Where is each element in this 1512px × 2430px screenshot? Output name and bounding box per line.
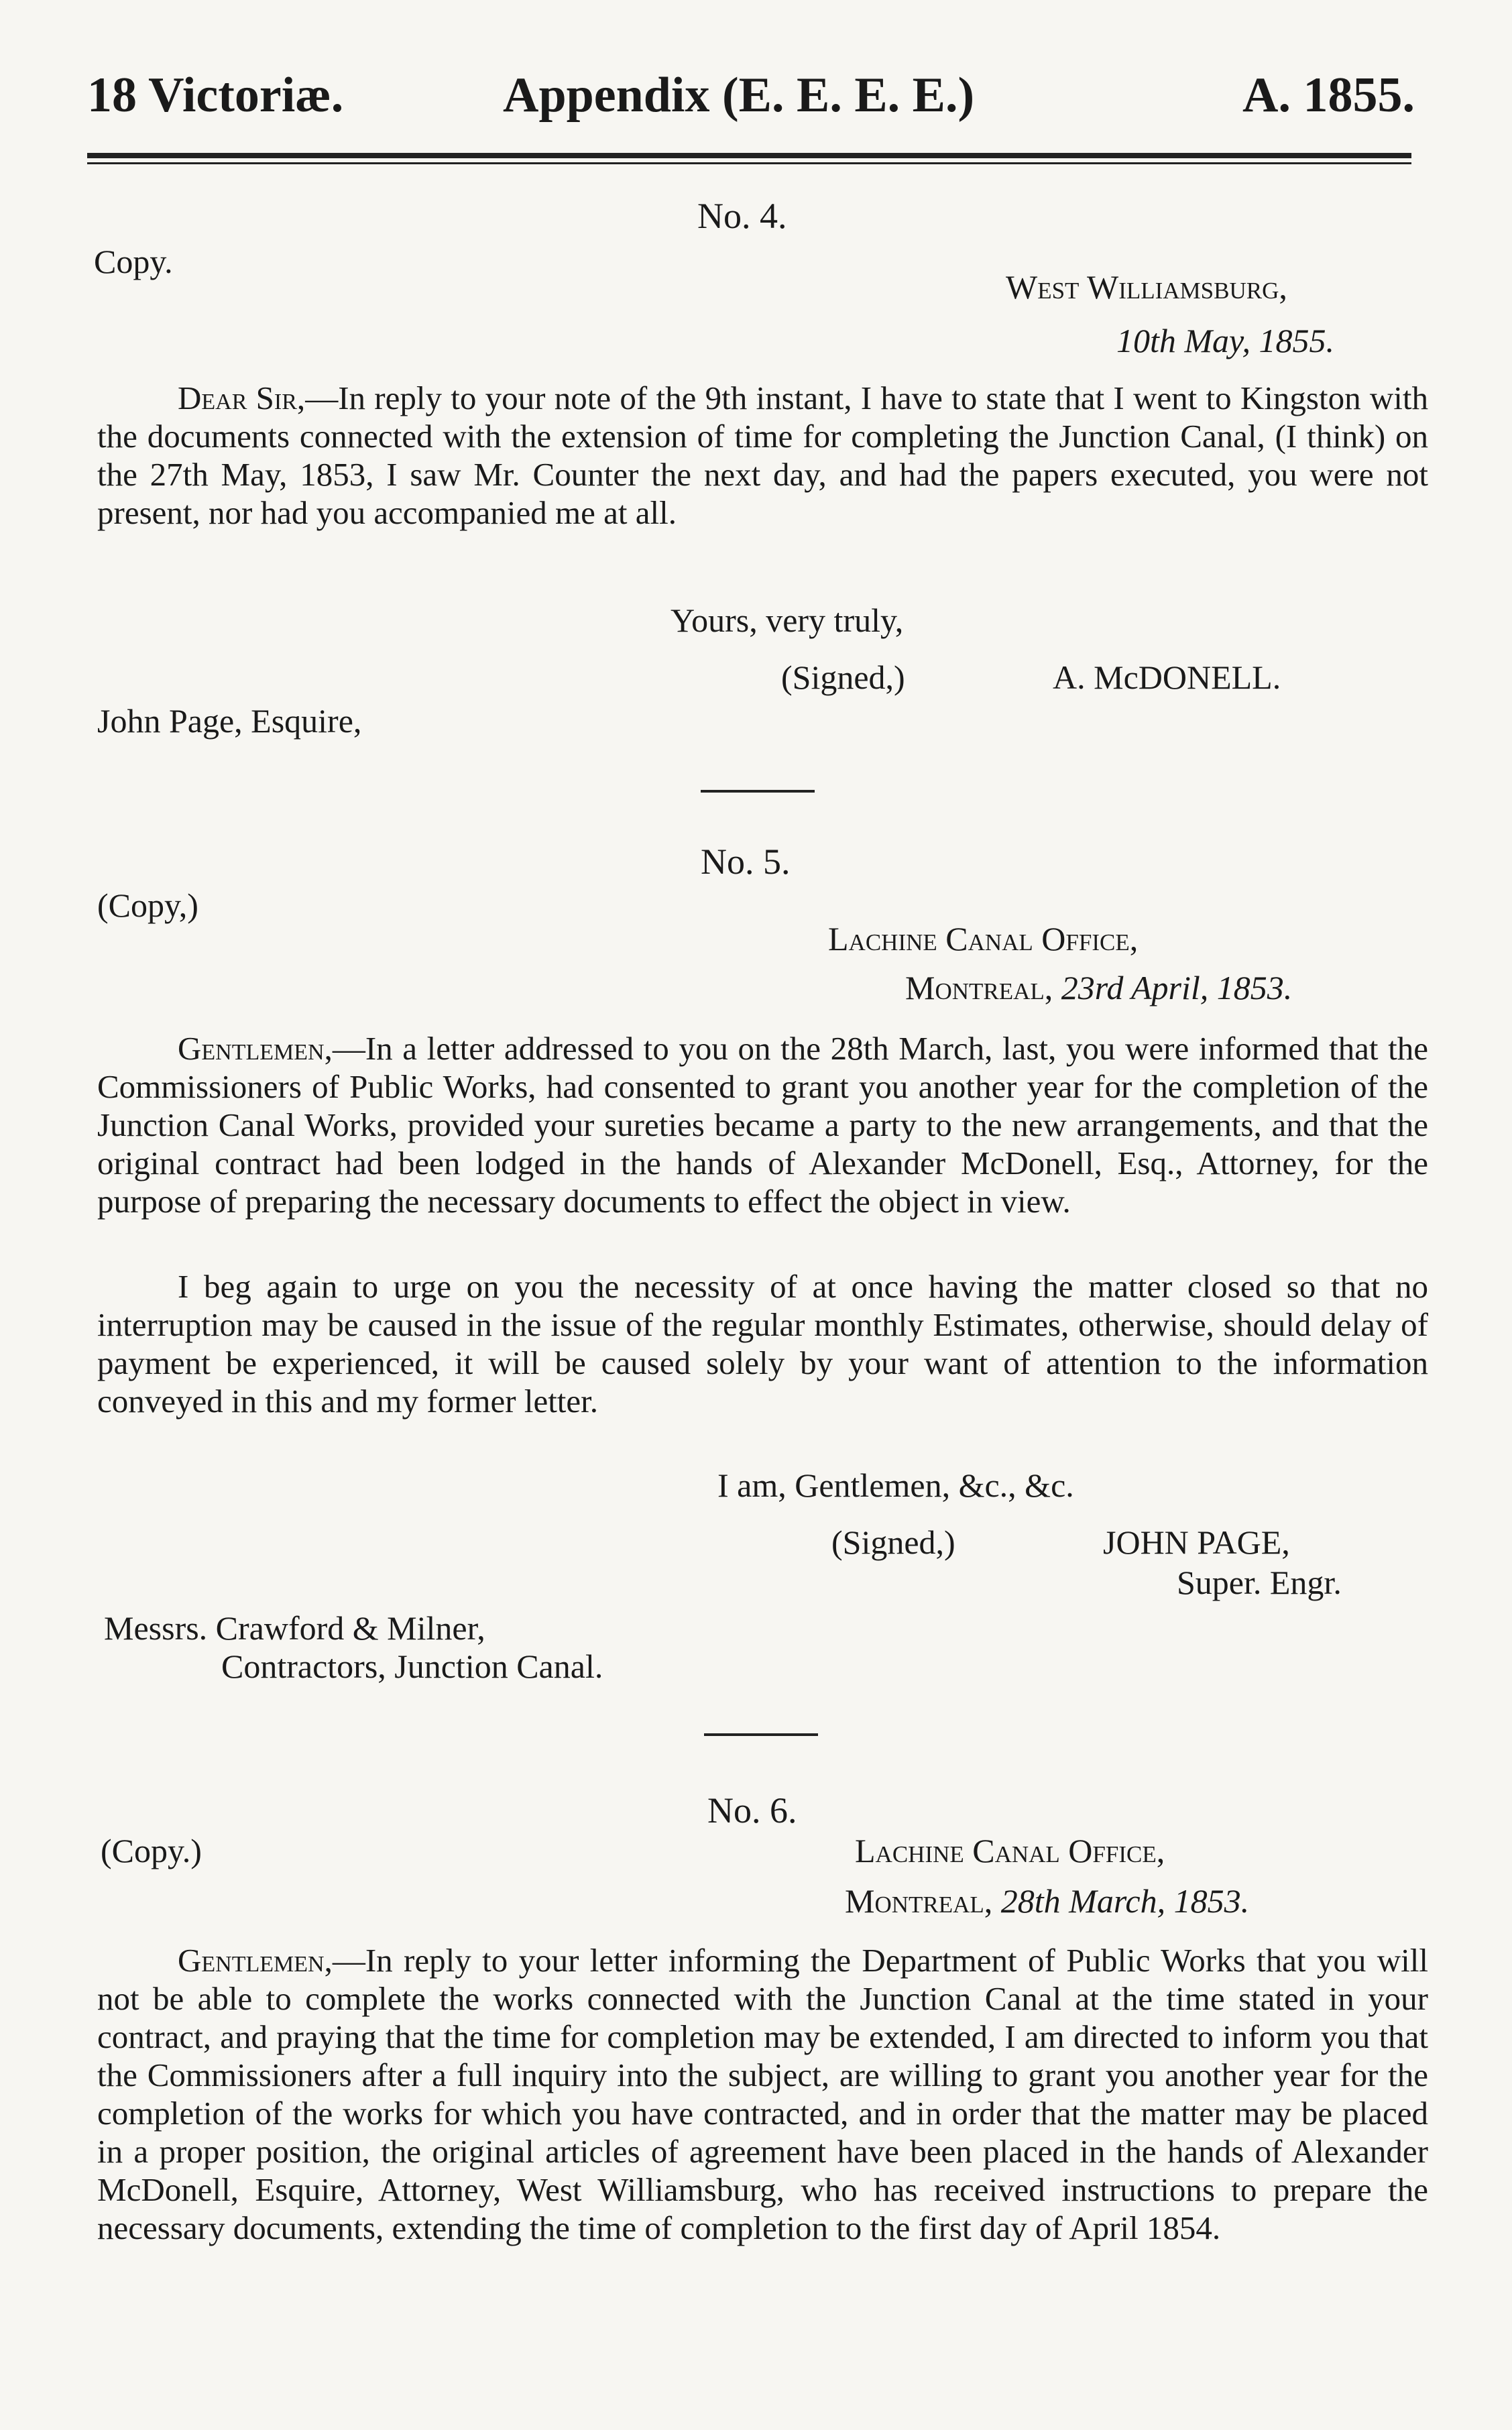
- letter-5-number: No. 5.: [701, 842, 791, 882]
- letter-5-body-1: [97, 1029, 1428, 1220]
- letter-5-signed: (Signed,): [831, 1523, 955, 1561]
- letter-6-text: —In reply to your letter informing the Department of Public Works that you will not be able to complete the works connected with the Junction Canal at the time stated in your contract, and praying that the time for completion may be extended, I am directed to inform you that the Commissioners after a full inquiry into the subject, are willing to grant you another year for the completion of the works for which you have contracted, and in order that the matter may be placed in a proper position, the original articles of agreement have been placed in the hands of Alexander McDonell, Esquire, Attorney, West Williamsburg, who has received instructions to prepare the necessary documents, extending the time of completion to the first day of April 1854.: [97, 1942, 1428, 2246]
- letter-5-copy-label: (Copy,): [97, 886, 198, 924]
- letter-5-text-1: —In a letter addressed to you on the 28th March, last, you were informed that the Commissioners of Public Works, had consented to grant you another year for the completion of the Junction Canal Works, provided your sureties became a party to the new arrangements, and that the original contract had been lodged in the hands of Alexander McDonell, Esq., Attorney, for the purpose of preparing the necessary documents to effect the object in view.: [97, 1030, 1428, 1220]
- letter-4-number: No. 4.: [697, 196, 787, 236]
- page-header: [87, 47, 1415, 134]
- letter-6-office: Lachine Canal Office,: [855, 1832, 1165, 1869]
- section-divider: [704, 1733, 818, 1736]
- letter-4-place: West Williamsburg,: [1006, 268, 1287, 306]
- letter-6-number: No. 6.: [707, 1790, 797, 1831]
- letter-4-signed: (Signed,): [781, 658, 905, 696]
- header-year: A. 1855.: [1242, 68, 1415, 123]
- letter-6-copy-label: (Copy.): [101, 1832, 202, 1869]
- letter-6-place: Montreal,: [845, 1882, 993, 1920]
- letter-6-date: 28th March, 1853.: [1000, 1882, 1250, 1920]
- letter-4-salutation: Dear Sir,: [178, 380, 306, 416]
- section-divider: [701, 790, 815, 793]
- letter-4-copy-label: Copy.: [94, 243, 173, 280]
- letter-4-addressee: John Page, Esquire,: [97, 702, 362, 740]
- header-session: 18 Victoriæ.: [87, 68, 344, 123]
- letter-5-place-date: [905, 968, 1292, 1008]
- letter-5-signer-title: Super. Engr.: [1177, 1564, 1342, 1601]
- letter-5-addressee-2: Contractors, Junction Canal.: [221, 1647, 603, 1685]
- letter-4-closing: Yours, very truly,: [671, 601, 904, 639]
- letter-4-signer: A. McDONELL.: [1053, 658, 1281, 696]
- header-rule-thick: [87, 153, 1411, 158]
- letter-5-addressee-1: Messrs. Crawford & Milner,: [104, 1609, 485, 1647]
- letter-6-salutation: Gentlemen,: [178, 1942, 333, 1979]
- letter-5-body-2: I beg again to urge on you the necessity of at once having the matter closed so that no interruption may be caused in the issue of the regular monthly Estimates, otherwise, should delay of payment be experienced, it will be caused solely by your want of attention to the information conveyed in this and my former letter.: [97, 1268, 1428, 1420]
- letter-5-salutation: Gentlemen,: [178, 1030, 333, 1067]
- letter-4-text: —In reply to your note of the 9th instant, I have to state that I went to Kingston with the documents connected with the extension of time for completing the Junction Canal, (I think) on the 27th May, 1853, I saw Mr. Counter the next day, and had the papers executed, you were not present, nor had you accompanied me at all.: [97, 380, 1429, 531]
- letter-5-date: 23rd April, 1853.: [1061, 969, 1293, 1006]
- letter-4-body: [97, 379, 1428, 532]
- header-rule-thin: [87, 162, 1411, 164]
- header-appendix: Appendix (E. E. E. E.): [503, 68, 975, 123]
- letter-6-body: [97, 1941, 1428, 2247]
- letter-6-place-date: [845, 1881, 1249, 1921]
- letter-5-closing: I am, Gentlemen, &c., &c.: [717, 1466, 1074, 1504]
- letter-5-office: Lachine Canal Office,: [828, 920, 1139, 958]
- letter-5-place: Montreal,: [905, 969, 1053, 1006]
- letter-5-signer: JOHN PAGE,: [1103, 1523, 1290, 1561]
- letter-4-date: 10th May, 1855.: [1116, 322, 1334, 359]
